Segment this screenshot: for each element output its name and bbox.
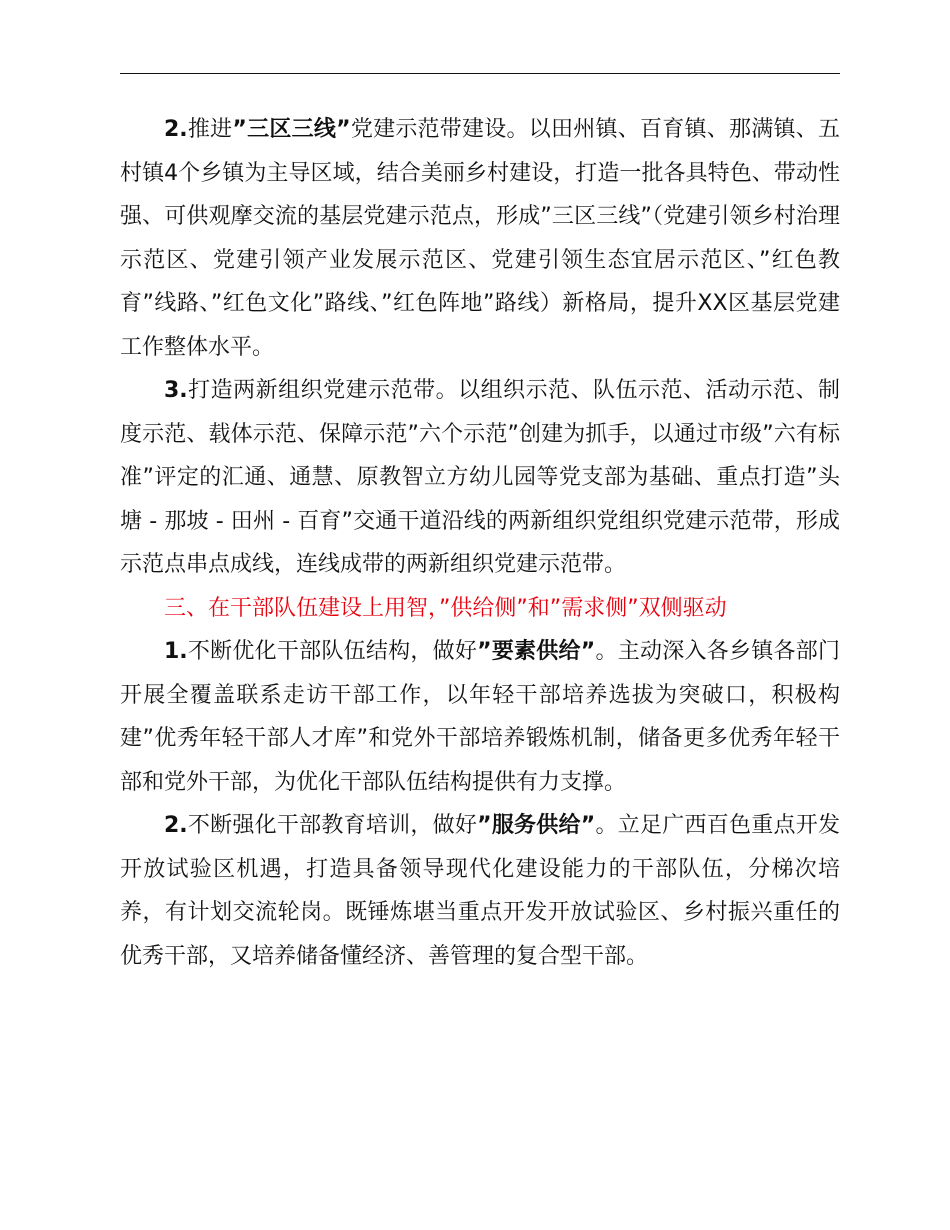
item-lead: 打造两新组织党建示范带。 xyxy=(187,378,459,403)
item-number: 2. xyxy=(164,813,188,838)
item-lead-quote: ”服务供给” xyxy=(477,813,596,838)
item-body: 以田州镇、百育镇、那满镇、五村镇4个乡镇为主导区域，结合美丽乡村建设，打造一批各具特色、带动性强、可供观摩交流的基层党建示范点，形成”三区三线”（党建引领乡村治理示范区、党建引领产业发展示范区、党建引领生态宜居示范区、”红色教育”线路、”红色文化”路线、”红色阵地”路线）新格局，提升XX区基层党建工作整体水平。 xyxy=(120,117,840,360)
paragraph-section-3 xyxy=(120,369,840,587)
paragraph-item-2 xyxy=(120,804,840,978)
section-heading: 三、在干部队伍建设上用智，”供给侧”和”需求侧”双侧驱动 xyxy=(164,595,727,621)
item-lead-quote: ”三区三线” xyxy=(232,117,351,142)
item-lead-tail: 。 xyxy=(595,639,618,664)
paragraph-item-1 xyxy=(120,630,840,804)
item-number: 2. xyxy=(164,117,188,142)
item-number: 1. xyxy=(164,639,188,664)
header-rule xyxy=(120,73,840,74)
paragraph-section-2 xyxy=(120,108,840,369)
item-lead-tail: 党建示范带建设。 xyxy=(350,117,529,142)
item-body: 以组织示范、队伍示范、活动示范、制度示范、载体示范、保障示范”六个示范”创建为抓手，以通过市级”六有标准”评定的汇通、通慧、原教智立方幼儿园等党支部为基础、重点打造”头塘 - 那坡 - 田州 - 百育”交通干道沿线的两新组织党组织党建示范带，形成示范点串点成线，连线成带的两新组织党建示范带。 xyxy=(120,378,840,577)
item-number: 3. xyxy=(164,378,188,403)
item-lead: 不断强化干部教育培训，做好 xyxy=(187,813,478,838)
item-body: 主动深入各乡镇各部门开展全覆盖联系走访干部工作，以年轻干部培养选拔为突破口，积极构建”优秀年轻干部人才库”和党外干部培养锻炼机制，储备更多优秀年轻干部和党外干部，为优化干部队伍结构提供有力支撑。 xyxy=(120,639,840,795)
item-lead-tail: 。 xyxy=(595,813,618,838)
item-lead-quote: ”要素供给” xyxy=(477,639,596,664)
item-lead: 不断优化干部队伍结构，做好 xyxy=(187,639,478,664)
item-body: 立足广西百色重点开发开放试验区机遇，打造具备领导现代化建设能力的干部队伍，分梯次培养，有计划交流轮岗。既锤炼堪当重点开发开放试验区、乡村振兴重任的优秀干部，又培养储备懂经济、善管理的复合型干部。 xyxy=(120,813,840,969)
document-body xyxy=(120,108,840,978)
item-lead: 推进 xyxy=(187,117,233,142)
